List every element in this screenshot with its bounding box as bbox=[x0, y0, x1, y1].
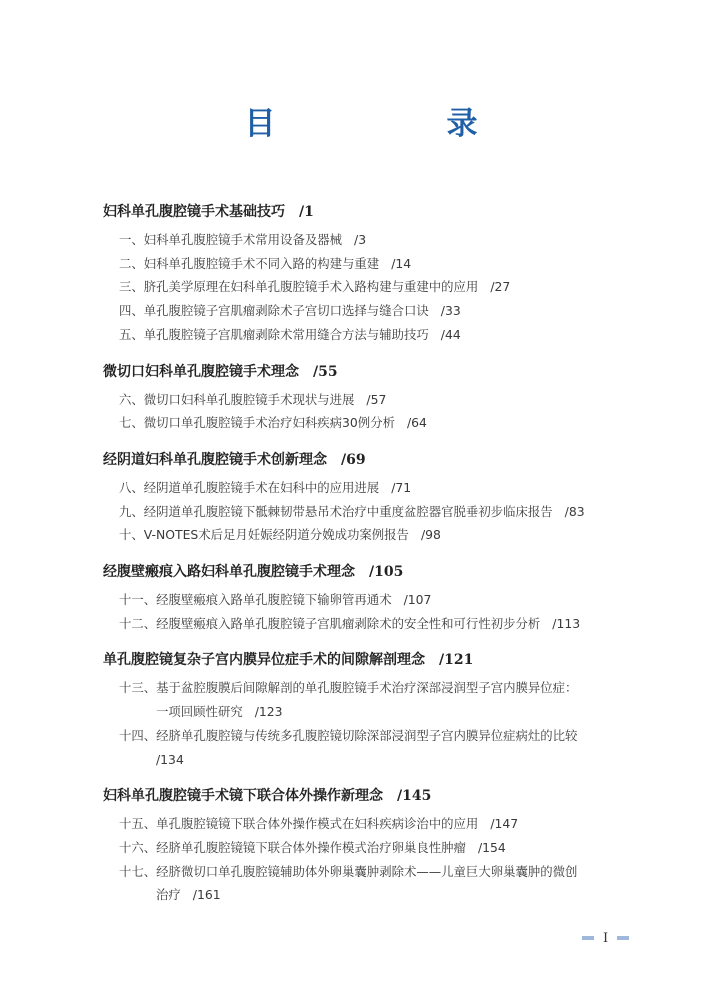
entry-page-number: /3 bbox=[354, 232, 367, 247]
entry-page-number: /134 bbox=[156, 751, 184, 767]
toc-section bbox=[103, 648, 643, 771]
entry-page-number: /98 bbox=[420, 527, 441, 543]
entry-title: 二、妇科单孔腹腔镜手术不同入路的构建与重建 bbox=[119, 255, 380, 271]
toc-section bbox=[103, 448, 643, 547]
toc-entry[interactable] bbox=[103, 612, 643, 636]
entry-page-number: /83 bbox=[564, 503, 585, 519]
toc-entry[interactable] bbox=[103, 860, 643, 907]
entry-title: 四、单孔腹腔镜子宫肌瘤剥除术子宫切口选择与缝合口诀 bbox=[119, 303, 429, 319]
entry-title: 十六、经脐单孔腹腔镜镜下联合体外操作模式治疗卵巢良性肿瘤 bbox=[119, 839, 466, 855]
entry-title-continuation bbox=[119, 700, 643, 724]
footer-dash-left bbox=[582, 936, 594, 940]
entry-page-number: /71 bbox=[391, 479, 412, 495]
toc-entry[interactable] bbox=[103, 588, 643, 612]
section-page-number: /55 bbox=[313, 363, 338, 380]
entry-page-number: /113 bbox=[552, 615, 581, 631]
section-heading[interactable] bbox=[103, 200, 643, 224]
entry-title: 十三、基于盆腔腹膜后间隙解剖的单孔腹腔镜手术治疗深部浸润型子宫内膜异位症： bbox=[119, 680, 578, 696]
section-heading-text: 单孔腹腔镜复杂子宫内膜异位症手术的间隙解剖理念 bbox=[103, 652, 425, 669]
entry-title: 三、脐孔美学原理在妇科单孔腹腔镜手术入路构建与重建中的应用 bbox=[119, 279, 479, 295]
entry-title: 十二、经腹壁瘢痕入路单孔腹腔镜子宫肌瘤剥除术的安全性和可行性初步分析 bbox=[119, 615, 541, 631]
toc-entry[interactable] bbox=[103, 500, 643, 524]
toc-section bbox=[103, 784, 643, 907]
toc-entry[interactable] bbox=[103, 836, 643, 860]
entry-page-number: /147 bbox=[490, 816, 519, 832]
entry-title: 五、单孔腹腔镜子宫肌瘤剥除术常用缝合方法与辅助技巧 bbox=[119, 326, 429, 342]
entry-page-number: /33 bbox=[440, 303, 461, 319]
footer-page-number: I bbox=[603, 930, 609, 946]
section-heading-text: 妇科单孔腹腔镜手术基础技巧 bbox=[103, 204, 285, 220]
entry-page-number: /161 bbox=[192, 887, 221, 903]
entry-page-number: /64 bbox=[406, 415, 427, 431]
entry-title: 十、V-NOTES术后足月妊娠经阴道分娩成功案例报告 bbox=[119, 527, 409, 543]
toc-entry[interactable] bbox=[103, 323, 643, 347]
entry-title: 九、经阴道单孔腹腔镜下骶棘韧带悬吊术治疗中重度盆腔器官脱垂初步临床报告 bbox=[119, 503, 553, 519]
entry-title-continuation-text: 一项回顾性研究 bbox=[156, 704, 243, 720]
entry-title: 十四、经脐单孔腹腔镜与传统多孔腹腔镜切除深部浸润型子宫内膜异位症病灶的比较 bbox=[119, 727, 578, 743]
section-heading[interactable] bbox=[103, 784, 643, 808]
toc-entry[interactable] bbox=[103, 812, 643, 836]
entry-title: 七、微切口单孔腹腔镜手术治疗妇科疾病30例分析 bbox=[119, 415, 395, 431]
entry-title-continuation-text: 治疗 bbox=[156, 887, 181, 903]
section-page-number: /105 bbox=[369, 564, 404, 581]
toc-entry[interactable] bbox=[103, 388, 643, 412]
toc-entry[interactable] bbox=[103, 411, 643, 435]
toc-entry[interactable] bbox=[103, 228, 643, 252]
toc-entry[interactable] bbox=[103, 275, 643, 299]
section-page-number: /69 bbox=[341, 451, 366, 468]
entry-page-number: /57 bbox=[366, 391, 387, 407]
section-page-number: /121 bbox=[439, 652, 474, 669]
toc-entry[interactable] bbox=[103, 476, 643, 500]
section-heading[interactable] bbox=[103, 360, 643, 384]
entry-title: 十七、经脐微切口单孔腹腔镜辅助体外卵巢囊肿剥除术——儿童巨大卵巢囊肿的微创 bbox=[119, 863, 578, 879]
section-heading[interactable] bbox=[103, 560, 643, 584]
toc-section bbox=[103, 360, 643, 435]
entry-title: 一、妇科单孔腹腔镜手术常用设备及器械 bbox=[119, 232, 343, 247]
section-heading-text: 妇科单孔腹腔镜手术镜下联合体外操作新理念 bbox=[103, 788, 383, 805]
toc-entry[interactable] bbox=[103, 252, 643, 276]
page-title: 目 录 bbox=[244, 106, 548, 142]
table-of-contents bbox=[103, 200, 643, 920]
entry-title-continuation bbox=[119, 748, 643, 772]
toc-entry[interactable] bbox=[103, 676, 643, 723]
section-heading[interactable] bbox=[103, 448, 643, 472]
section-page-number: /145 bbox=[397, 788, 432, 805]
footer-dash-right bbox=[617, 936, 629, 940]
section-heading-text: 经腹壁瘢痕入路妇科单孔腹腔镜手术理念 bbox=[103, 564, 355, 581]
section-heading-text: 经阴道妇科单孔腹腔镜手术创新理念 bbox=[103, 451, 327, 468]
entry-page-number: /44 bbox=[440, 326, 461, 342]
toc-section bbox=[103, 200, 643, 347]
entry-page-number: /123 bbox=[254, 704, 283, 720]
toc-section bbox=[103, 560, 643, 635]
entry-title: 十五、单孔腹腔镜镜下联合体外操作模式在妇科疾病诊治中的应用 bbox=[119, 816, 479, 832]
entry-page-number: /154 bbox=[477, 839, 506, 855]
entry-title: 八、经阴道单孔腹腔镜手术在妇科中的应用进展 bbox=[119, 479, 380, 495]
section-heading-text: 微切口妇科单孔腹腔镜手术理念 bbox=[103, 363, 299, 380]
entry-page-number: /14 bbox=[391, 255, 412, 271]
entry-page-number: /27 bbox=[490, 279, 511, 295]
entry-title: 十一、经腹壁瘢痕入路单孔腹腔镜下输卵管再通术 bbox=[119, 592, 392, 608]
section-page-number: /1 bbox=[299, 204, 314, 220]
entry-title-continuation bbox=[119, 883, 643, 907]
toc-entry[interactable] bbox=[103, 523, 643, 547]
toc-entry[interactable] bbox=[103, 724, 643, 771]
page-footer bbox=[582, 929, 629, 947]
entry-page-number: /107 bbox=[403, 592, 432, 608]
toc-entry[interactable] bbox=[103, 299, 643, 323]
entry-title: 六、微切口妇科单孔腹腔镜手术现状与进展 bbox=[119, 391, 355, 407]
section-heading[interactable] bbox=[103, 648, 643, 672]
